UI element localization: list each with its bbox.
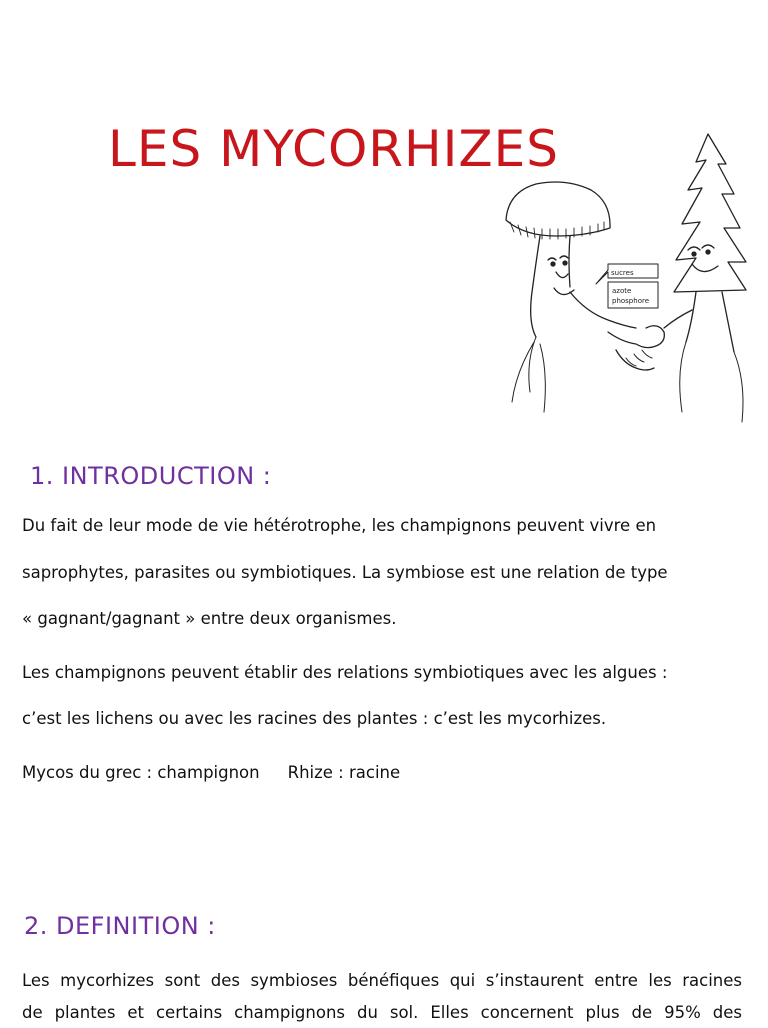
etymology-rhize: Rhize : racine <box>287 763 401 782</box>
section-heading-definition: 2. DEFINITION : <box>24 912 216 940</box>
intro-line-2: saprophytes, parasites ou symbiotiques. La symbiose est une relation de type <box>22 563 668 582</box>
definition-line-2: de plantes et certains champignons du sol. Elles concernent plus de 95% des <box>22 1003 742 1022</box>
intro-line-1: Du fait de leur mode de vie hétérotrophe, les champignons peuvent vivre en <box>22 516 657 535</box>
intro-line-3: « gagnant/gagnant » entre deux organismes. <box>22 609 397 628</box>
page-title: LES MYCORHIZES <box>108 120 559 178</box>
etymology-mycos: Mycos du grec : champignon <box>22 763 260 782</box>
tree-drawing <box>664 134 746 422</box>
arrow-label-sugars: sucres <box>611 269 634 277</box>
intro-line-5: c’est les lichens ou avec les racines des plantes : c’est les mycorhizes. <box>22 709 607 728</box>
section-heading-introduction: 1. INTRODUCTION : <box>30 462 272 490</box>
handshake-drawing <box>608 326 664 370</box>
mushroom-tree-handshake-illustration <box>496 132 758 432</box>
exchange-arrow <box>596 264 658 308</box>
etymology-line <box>22 762 400 784</box>
arrow-label-phosphorus: phosphore <box>612 297 650 305</box>
intro-line-4: Les champignons peuvent établir des relations symbiotiques avec les algues : <box>22 663 668 682</box>
arrow-label-nitrogen: azote <box>612 287 632 295</box>
definition-line-1: Les mycorhizes sont des symbioses bénéfiques qui s’instaurent entre les racines <box>22 971 742 990</box>
